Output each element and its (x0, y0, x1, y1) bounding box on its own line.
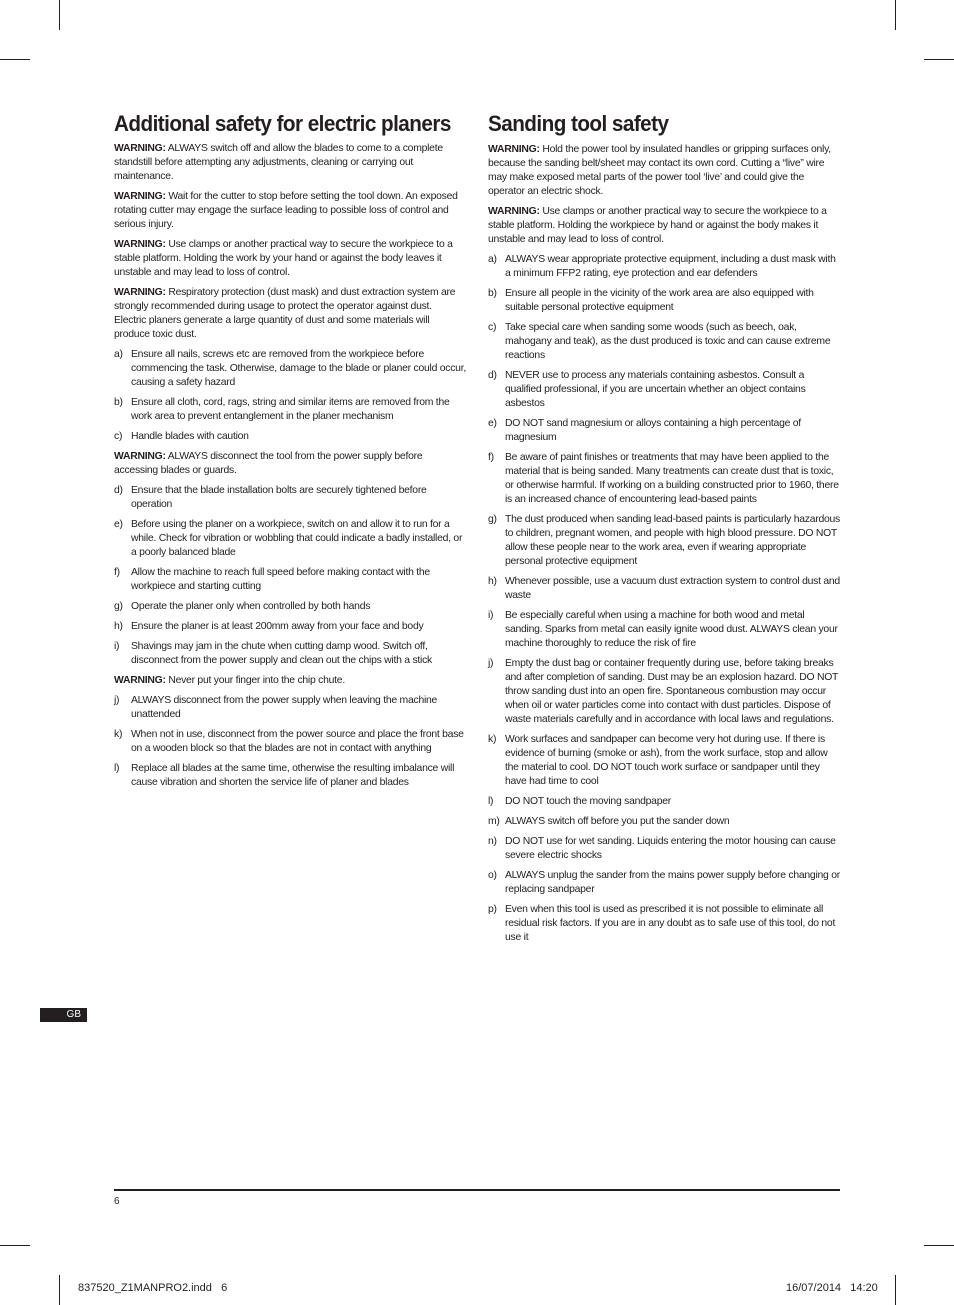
crop-mark (895, 1275, 896, 1305)
list-item-text: ALWAYS wear appropriate protective equipment, including a dust mask with a minimum FFP2 rating, eye protection and ear defenders (505, 254, 836, 279)
list-item (488, 417, 840, 445)
list-item-text: Shavings may jam in the chute when cutting damp wood. Switch off, disconnect from the power supply and clean out the chips with a stick (131, 641, 432, 666)
warning-text: Never put your finger into the chip chute. (165, 675, 345, 686)
list-item (488, 321, 840, 363)
warning-paragraph (114, 450, 466, 478)
list-item-text: The dust produced when sanding lead-based paints is particularly hazardous to children, pregnant women, and people with high blood pressure. DO NOT allow these people near to the work area, even if wearing appropriate personal protective equipment (505, 514, 840, 567)
list-item-letter: p) (488, 904, 497, 915)
list-item (488, 733, 840, 789)
list-item (114, 600, 466, 614)
list-item (488, 815, 840, 829)
planer-safety-content (114, 142, 466, 790)
list-item-text: ALWAYS unplug the sander from the mains power supply before changing or replacing sandpaper (505, 870, 840, 895)
list-item (114, 484, 466, 512)
list-item-text: Ensure that the blade installation bolts are securely tightened before operation (131, 485, 427, 510)
list-item (114, 348, 466, 390)
list-item-text: Ensure the planer is at least 200mm away from your face and body (131, 621, 424, 632)
list-item-text: Before using the planer on a workpiece, switch on and allow it to run for a while. Check for vibration or wobbling that could indicate a badly installed, or a poorly balanced blade (131, 519, 463, 558)
warning-paragraph (114, 286, 466, 342)
warning-text: Wait for the cutter to stop before setting the tool down. An exposed rotating cutter may engage the surface leading to possible loss of control and serious injury. (114, 191, 458, 230)
list-item-text: DO NOT use for wet sanding. Liquids entering the motor housing can cause severe electric shocks (505, 836, 836, 861)
footer-rule (114, 1189, 840, 1191)
list-item-text: Ensure all nails, screws etc are removed from the workpiece before commencing the task. Otherwise, damage to the blade or planer could occur, causing a safety hazard (131, 349, 466, 388)
warning-label: WARNING: (114, 675, 166, 686)
warning-label: WARNING: (488, 206, 540, 217)
list-item (488, 369, 840, 411)
list-item-letter: k) (114, 729, 123, 740)
list-item-text: Take special care when sanding some woods (such as beech, oak, mahogany and teak), as the dust produced is toxic and can cause extreme reactions (505, 322, 831, 361)
list-item-letter: g) (488, 514, 497, 525)
warning-paragraph (488, 143, 840, 199)
crop-mark (0, 1245, 30, 1246)
list-item-text: Ensure all cloth, cord, rags, string and similar items are removed from the work area to prevent entanglement in the planer mechanism (131, 397, 450, 422)
list-item (114, 396, 466, 424)
list-item-letter: j) (114, 695, 120, 706)
crop-mark (895, 0, 896, 30)
list-item-text: Be especially careful when using a machine for both wood and metal sanding. Sparks from metal can easily ignite wood dust. ALWAYS clean your machine thoroughly to reduce the risk of fire (505, 610, 838, 649)
list-item (488, 869, 840, 897)
list-item-letter: g) (114, 601, 123, 612)
list-item-text: Allow the machine to reach full speed before making contact with the workpiece and starting cutting (131, 567, 430, 592)
slug-filename: 837520_Z1MANPRO2.indd 6 (78, 1282, 228, 1294)
warning-label: WARNING: (114, 287, 166, 298)
list-item-letter: m) (488, 816, 500, 827)
list-item-text: ALWAYS disconnect from the power supply when leaving the machine unattended (131, 695, 438, 720)
list-item-letter: c) (114, 431, 123, 442)
planer-safety-title: Additional safety for electric planers (114, 111, 451, 136)
warning-label: WARNING: (488, 144, 540, 155)
list-item-letter: i) (488, 610, 494, 621)
list-item-letter: n) (488, 836, 497, 847)
list-item (114, 640, 466, 668)
list-item-letter: d) (114, 485, 123, 496)
warning-paragraph (488, 205, 840, 247)
sanding-safety-title: Sanding tool safety (488, 111, 669, 136)
list-item (488, 903, 840, 945)
list-item-text: Operate the planer only when controlled by both hands (131, 601, 371, 612)
crop-mark (59, 1275, 60, 1305)
list-item-letter: h) (114, 621, 123, 632)
list-item-letter: l) (114, 763, 120, 774)
list-item-letter: i) (114, 641, 120, 652)
warning-text: Hold the power tool by insulated handles or gripping surfaces only, because the sanding belt/sheet may contact its own cord. Cutting a “live” wire may make exposed metal parts of the power tool ‘live’ and could give the operator an electric shock. (488, 144, 831, 197)
list-item-letter: f) (114, 567, 120, 578)
list-item-text: Handle blades with caution (131, 431, 249, 442)
planer-safety-column (114, 110, 466, 796)
list-item-letter: e) (114, 519, 123, 530)
list-item (114, 518, 466, 560)
list-item-letter: h) (488, 576, 497, 587)
sanding-safety-column (488, 110, 840, 951)
list-item (488, 575, 840, 603)
warning-label: WARNING: (114, 191, 166, 202)
warning-paragraph (114, 190, 466, 232)
list-item-letter: o) (488, 870, 497, 881)
warning-text: Respiratory protection (dust mask) and dust extraction system are strongly recommended during usage to protect the operator against dust. Electric planers generate a large quantity of dust and some materials will produce toxic dust. (114, 287, 456, 340)
list-item (488, 513, 840, 569)
warning-paragraph (114, 674, 466, 688)
list-item-text: DO NOT touch the moving sandpaper (505, 796, 671, 807)
crop-mark (924, 1245, 954, 1246)
list-item-letter: l) (488, 796, 494, 807)
warning-paragraph (114, 142, 466, 184)
crop-mark (59, 0, 60, 30)
list-item (488, 609, 840, 651)
list-item-text: DO NOT sand magnesium or alloys containing a high percentage of magnesium (505, 418, 801, 443)
list-item-letter: a) (114, 349, 123, 360)
list-item-letter: j) (488, 658, 494, 669)
list-item (488, 451, 840, 507)
list-item (488, 835, 840, 863)
warning-label: WARNING: (114, 239, 166, 250)
slug-datetime: 16/07/2014 14:20 (786, 1282, 878, 1294)
warning-label: WARNING: (114, 451, 166, 462)
warning-text: Use clamps or another practical way to secure the workpiece to a stable platform. Holding the workpiece by hand or against the body makes it unstable and may lead to loss of control. (488, 206, 827, 245)
list-item-text: ALWAYS switch off before you put the sander down (505, 816, 730, 827)
sanding-safety-content (488, 143, 840, 945)
list-item (114, 728, 466, 756)
list-item (114, 566, 466, 594)
list-item-text: Empty the dust bag or container frequently during use, before taking breaks and after completion of sanding. Dust may be an explosion hazard. DO NOT throw sanding dust into an open fire. Spontaneous combustion may occur when oil or water particles come into contact with dust particles. Dispose of waste materials carefully and in accordance with local laws and regulations. (505, 658, 838, 725)
list-item-letter: c) (488, 322, 497, 333)
warning-text: ALWAYS switch off and allow the blades to come to a complete standstill before attempting any adjustments, cleaning or carrying out maintenance. (114, 143, 443, 182)
warning-label: WARNING: (114, 143, 166, 154)
list-item-text: Ensure all people in the vicinity of the work area are also equipped with suitable personal protective equipment (505, 288, 814, 313)
list-item (114, 694, 466, 722)
crop-mark (0, 59, 30, 60)
warning-text: ALWAYS disconnect the tool from the power supply before accessing blades or guards. (114, 451, 423, 476)
list-item-text: Even when this tool is used as prescribed it is not possible to eliminate all residual risk factors. If you are in any doubt as to safe use of this tool, do not use it (505, 904, 836, 943)
list-item (488, 657, 840, 727)
list-item (114, 762, 466, 790)
list-item-text: NEVER use to process any materials containing asbestos. Consult a qualified professional, if you are uncertain whether an object contains asbestos (505, 370, 806, 409)
list-item-letter: f) (488, 452, 494, 463)
list-item-text: Work surfaces and sandpaper can become very hot during use. If there is evidence of burning (smoke or ash), from the work surface, stop and allow the material to cool. DO NOT touch work surface or sandpaper until they have had time to cool (505, 734, 828, 787)
list-item-text: Replace all blades at the same time, otherwise the resulting imbalance will cause vibration and shorten the service life of planer and blades (131, 763, 455, 788)
list-item-letter: d) (488, 370, 497, 381)
list-item-letter: a) (488, 254, 497, 265)
list-item-letter: k) (488, 734, 497, 745)
list-item-text: When not in use, disconnect from the power source and place the front base on a wooden block so that the blades are not in contact with anything (131, 729, 464, 754)
warning-text: Use clamps or another practical way to secure the workpiece to a stable platform. Holding the work by your hand or against the body leaves it unstable and may lead to loss of control. (114, 239, 453, 278)
list-item-text: Whenever possible, use a vacuum dust extraction system to control dust and waste (505, 576, 840, 601)
page-number: 6 (114, 1196, 120, 1207)
crop-mark (924, 59, 954, 60)
list-item-text: Be aware of paint finishes or treatments that may have been applied to the material that is being sanded. Many treatments can create dust that is toxic, or otherwise harmful. If working on a building constructed prior to 1960, there is an increased chance of encountering lead-based paints (505, 452, 839, 505)
list-item (488, 287, 840, 315)
list-item (114, 430, 466, 444)
list-item (488, 253, 840, 281)
list-item-letter: b) (488, 288, 497, 299)
language-tab: GB (40, 1008, 87, 1022)
list-item-letter: e) (488, 418, 497, 429)
list-item-letter: b) (114, 397, 123, 408)
warning-paragraph (114, 238, 466, 280)
list-item (488, 795, 840, 809)
list-item (114, 620, 466, 634)
